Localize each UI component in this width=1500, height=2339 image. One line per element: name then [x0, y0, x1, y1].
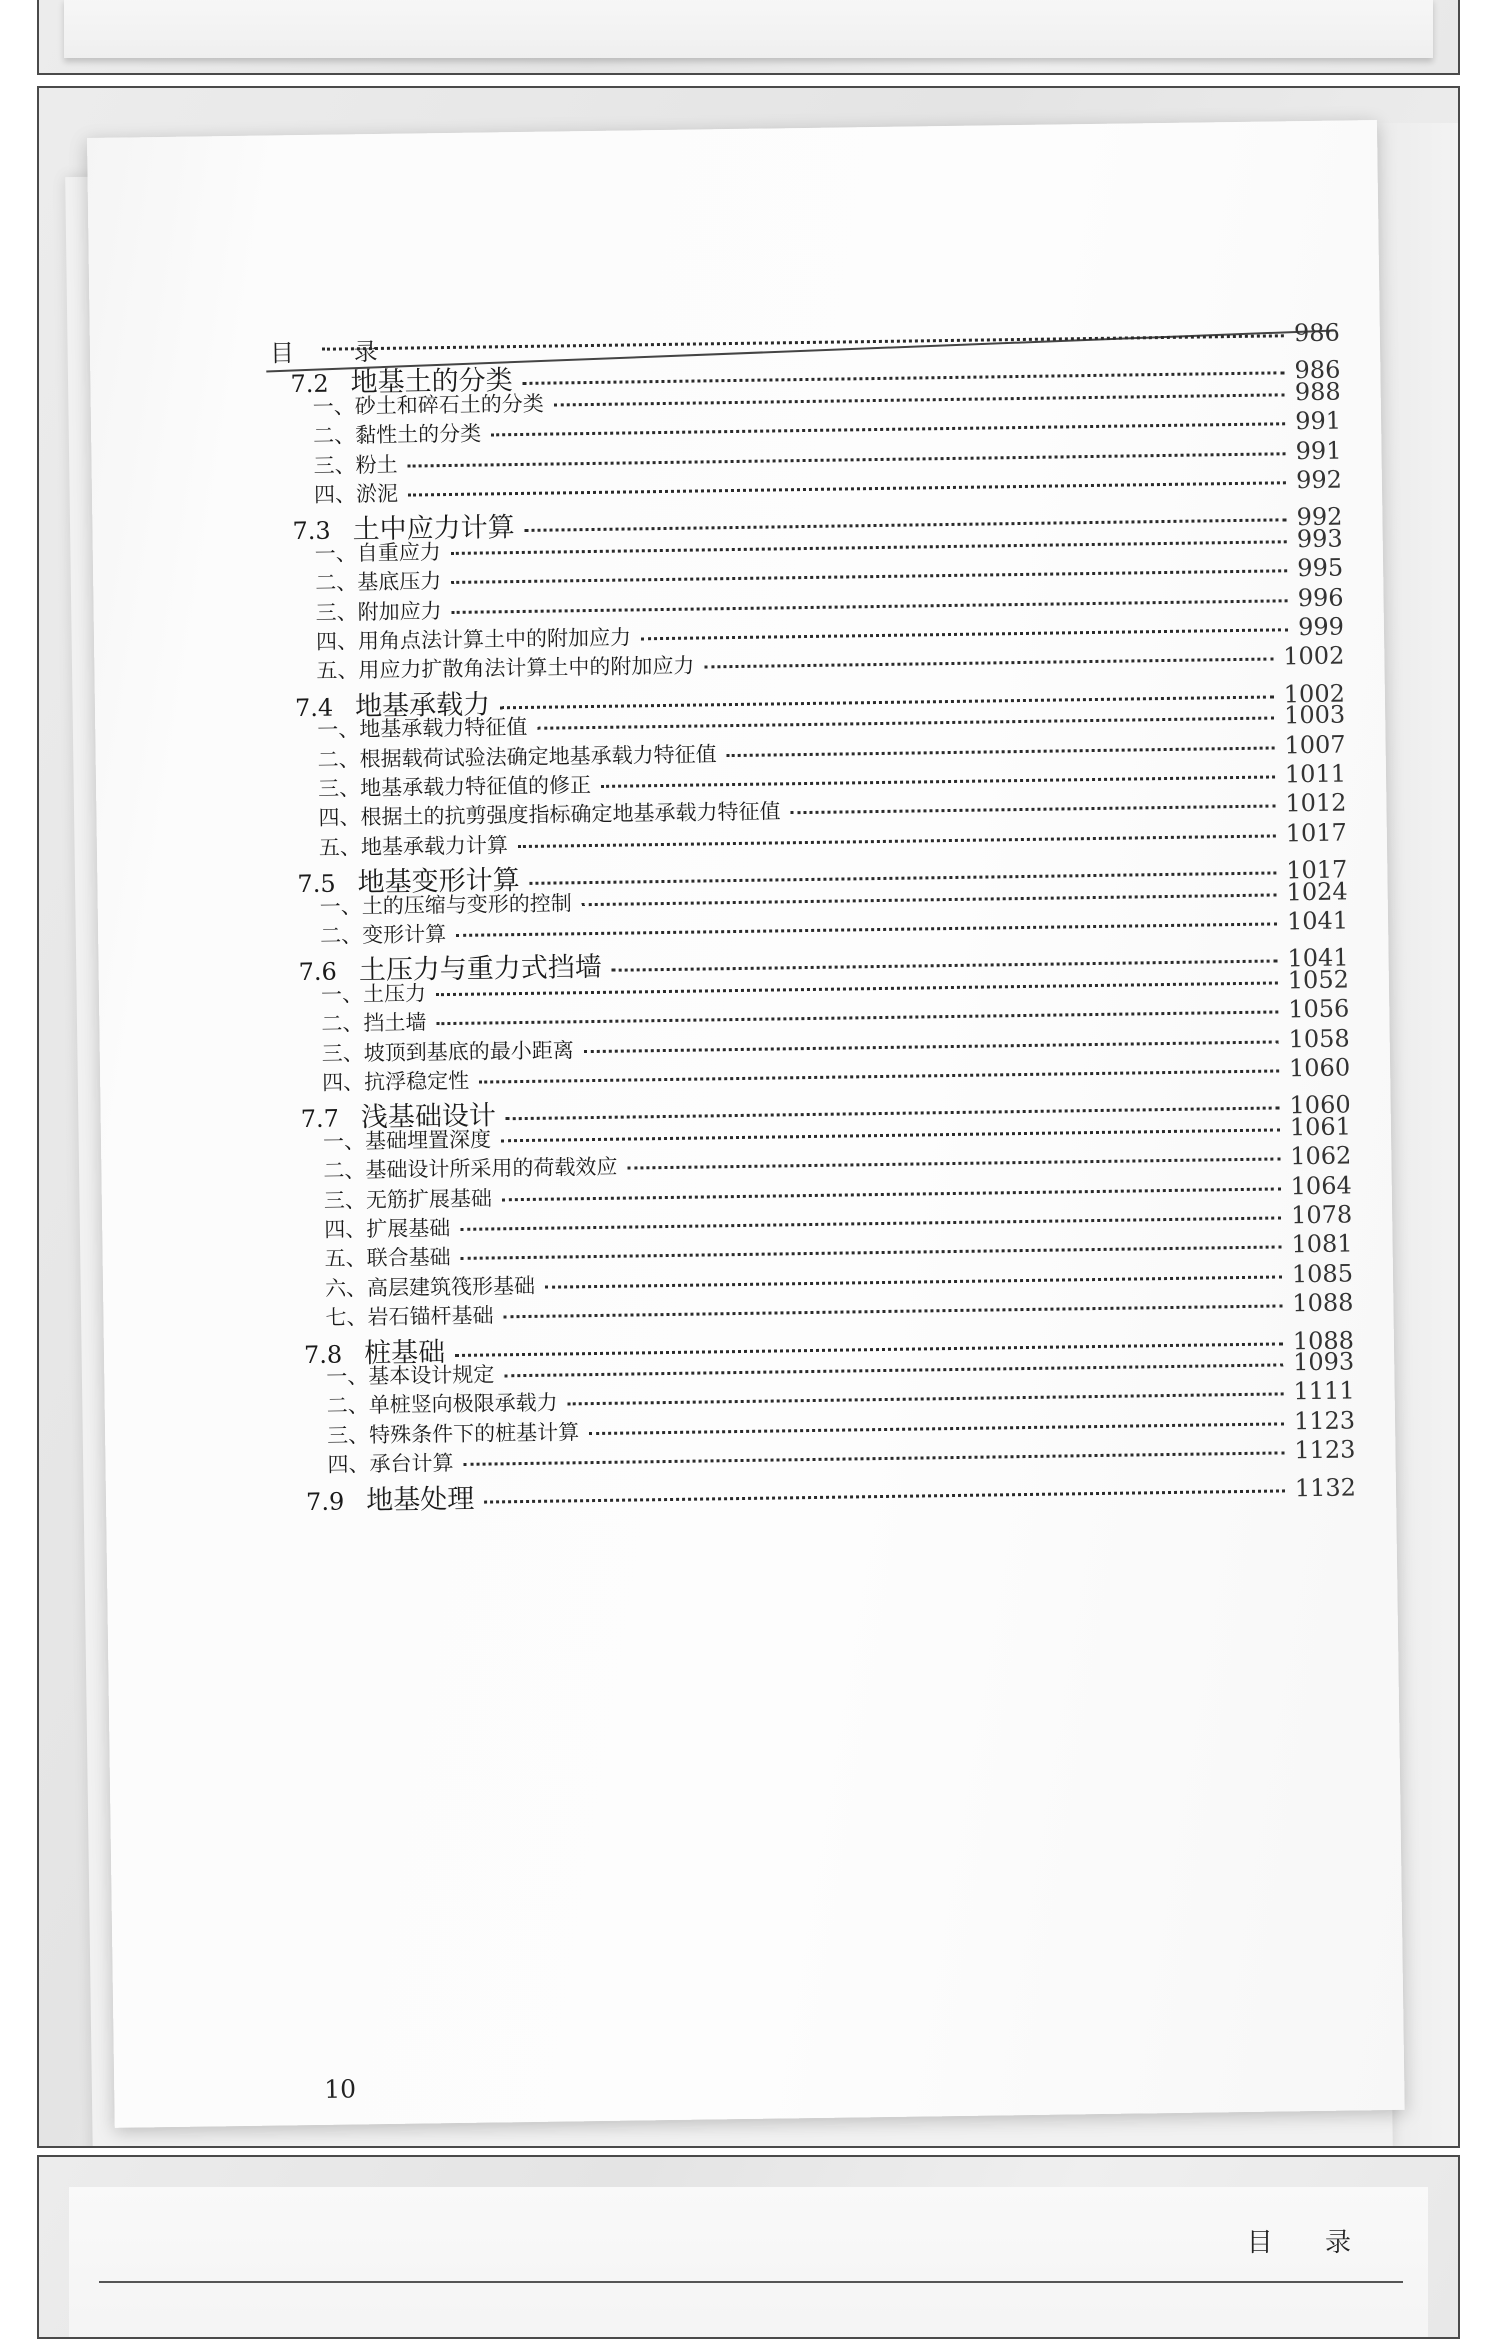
page-number: 10	[324, 2074, 357, 2104]
entry-label: 三、粉土	[313, 452, 398, 478]
toc-page-number: 1123	[1293, 1406, 1356, 1436]
entry-label: 三、无筋扩展基础	[323, 1186, 493, 1213]
section-number: 7.3	[292, 517, 331, 546]
toc-entry-title	[317, 711, 527, 744]
toc-page-number: 1017	[1286, 855, 1348, 885]
entry-label: 一、土的压缩与变形的控制	[319, 890, 572, 919]
toc-page-number: 1056	[1288, 994, 1350, 1024]
toc-entry-title	[324, 1241, 450, 1273]
toc-entry-title	[325, 1300, 493, 1332]
entry-label: 二、基础设计所采用的荷载效应	[323, 1154, 618, 1183]
toc-page-number: 1078	[1290, 1200, 1353, 1230]
entry-label: 地基变形计算	[357, 865, 520, 899]
entry-label: 五、联合基础	[324, 1245, 451, 1272]
entry-label: 一、基本设计规定	[326, 1362, 495, 1389]
toc-page-number: 1060	[1289, 1090, 1351, 1120]
entry-label: 土压力与重力式挡墙	[358, 952, 603, 987]
section-number: 7.6	[298, 957, 338, 987]
entry-label: 五、地基承载力计算	[318, 832, 509, 860]
toc-page-number: 993	[1296, 524, 1343, 553]
entry-label: 三、附加应力	[315, 598, 442, 625]
entry-label: 三、坡顶到基底的最小距离	[321, 1037, 574, 1066]
toc-page-number: 1024	[1286, 877, 1348, 906]
toc-page-number: 991	[1295, 436, 1342, 465]
toc-entry-title	[321, 1007, 426, 1038]
toc-page-number: 1081	[1291, 1229, 1353, 1259]
entry-label: 一、基础埋置深度	[322, 1127, 492, 1154]
toc-page-number: 1007	[1284, 730, 1346, 759]
entry-label: 一、土压力	[320, 981, 427, 1007]
toc-page-number: 1002	[1283, 641, 1345, 671]
entry-label: 浅基础设计	[360, 1100, 497, 1134]
main-photo-frame	[37, 86, 1460, 2148]
toc-entry-title	[306, 1476, 475, 1517]
toc-page-number: 986	[1294, 355, 1341, 385]
toc-page-number: 1064	[1290, 1171, 1352, 1200]
section-number: 7.5	[297, 869, 336, 899]
entry-label: 地基处理	[366, 1483, 475, 1516]
entry-label: 二、单桩竖向极限承载力	[326, 1390, 558, 1419]
entry-label: 一、砂土和碎石土的分类	[312, 391, 544, 419]
entry-label: 三、特殊条件下的桩基计算	[326, 1420, 580, 1448]
dot-leader	[484, 1469, 1285, 1503]
bottom-page	[69, 2187, 1428, 2339]
toc-entry-title	[327, 1387, 558, 1420]
toc-page-number: 991	[1295, 406, 1342, 436]
bottom-photo-frame	[37, 2155, 1460, 2339]
toc-page-number: 1088	[1292, 1326, 1355, 1355]
entry-label: 四、抗浮稳定性	[322, 1068, 470, 1095]
toc-entry-title	[321, 977, 426, 1008]
dot-leader	[322, 314, 1284, 350]
toc-entry-title	[315, 565, 441, 597]
toc-page-number: 1041	[1287, 943, 1349, 973]
entry-label: 桩基础	[363, 1336, 446, 1369]
entry-label: 四、用角点法计算土中的附加应力	[315, 625, 632, 654]
toc-page-number: 1062	[1290, 1141, 1352, 1171]
toc-page-number: 1003	[1283, 700, 1346, 730]
entry-label: 一、地基承载力特征值	[317, 715, 528, 743]
entry-label: 地基承载力	[354, 689, 491, 723]
toc-page	[87, 120, 1405, 2128]
entry-label: 二、根据载荷试验法确定地基承载力特征值	[317, 741, 717, 772]
toc-page-number: 1041	[1286, 906, 1349, 936]
toc-page-number: 1085	[1291, 1259, 1354, 1289]
toc-page-number: 1052	[1287, 965, 1350, 995]
entry-label: 一、自重应力	[314, 539, 441, 566]
bottom-running-header: 目 录	[1246, 2228, 1373, 2258]
section-number: 7.4	[294, 693, 334, 722]
running-header: 目 录	[269, 337, 404, 368]
toc-entry-title	[319, 829, 508, 862]
entry-label: 六、高层建筑筏形基础	[324, 1273, 536, 1301]
entry-label: 四、淤泥	[313, 481, 399, 507]
toc-page-number: 1017	[1285, 818, 1348, 848]
toc-page-number: 995	[1297, 553, 1344, 583]
entry-label: 二、黏性土的分类	[313, 421, 482, 449]
toc-page-number: 999	[1297, 612, 1345, 642]
toc-page-number: 992	[1295, 465, 1343, 495]
toc-entry-title	[320, 918, 446, 950]
section-number: 7.9	[305, 1487, 345, 1516]
entry-label: 三、地基承载力特征值的修正	[317, 773, 592, 801]
entry-label: 二、基底压力	[315, 569, 442, 596]
toc-entry-title	[313, 448, 397, 479]
toc-page-number: 1011	[1284, 759, 1347, 789]
toc-page-number: 988	[1294, 377, 1341, 406]
toc-entry-title	[323, 1123, 491, 1155]
toc-entry-title	[324, 1212, 450, 1244]
entry-label: 四、根据土的抗剪强度指标确定地基承载力特征值	[318, 799, 781, 831]
top-photo-frame	[37, 0, 1460, 75]
entry-label: 二、变形计算	[319, 922, 447, 948]
entry-label: 土中应力计算	[352, 512, 515, 546]
toc-page-number: 1058	[1288, 1024, 1350, 1053]
toc-entry-title	[315, 595, 441, 627]
toc-page-number: 992	[1296, 502, 1343, 532]
toc-page-number: 1060	[1288, 1053, 1351, 1083]
entry-label: 五、用应力扩散角法计算土中的附加应力	[316, 653, 695, 684]
top-page-edge	[64, 0, 1433, 58]
entry-label: 地基土的分类	[350, 365, 513, 399]
toc-page-number: 1093	[1292, 1347, 1355, 1377]
entry-label: 七、岩石锚杆基础	[325, 1303, 494, 1330]
toc-entry-title	[315, 536, 441, 568]
entry-label: 四、扩展基础	[324, 1216, 451, 1242]
entry-label: 二、挡土墙	[321, 1010, 427, 1036]
toc-entry-title	[318, 769, 591, 803]
toc-entry-title	[326, 1358, 494, 1390]
toc-entry-title	[322, 1065, 469, 1097]
section-number: 7.7	[300, 1104, 340, 1134]
section-number: 7.8	[303, 1340, 343, 1369]
bottom-header-rule	[99, 2281, 1403, 2283]
toc-page-number: 1132	[1294, 1473, 1357, 1502]
toc-page-number: 1002	[1283, 679, 1346, 709]
toc-page-number: 996	[1297, 583, 1344, 612]
toc-page-number: 1088	[1292, 1288, 1354, 1318]
toc-entry-title	[314, 478, 398, 509]
entry-label: 四、承台计算	[327, 1451, 454, 1477]
section-number: 7.2	[290, 370, 329, 399]
toc-page-number: 1123	[1294, 1435, 1356, 1465]
toc-page-number: 986	[1293, 318, 1341, 348]
toc-page-number: 1061	[1289, 1112, 1352, 1142]
toc-entry-title	[327, 1447, 453, 1479]
toc-page-number: 1111	[1293, 1376, 1355, 1406]
toc-page-number: 1012	[1285, 788, 1347, 818]
